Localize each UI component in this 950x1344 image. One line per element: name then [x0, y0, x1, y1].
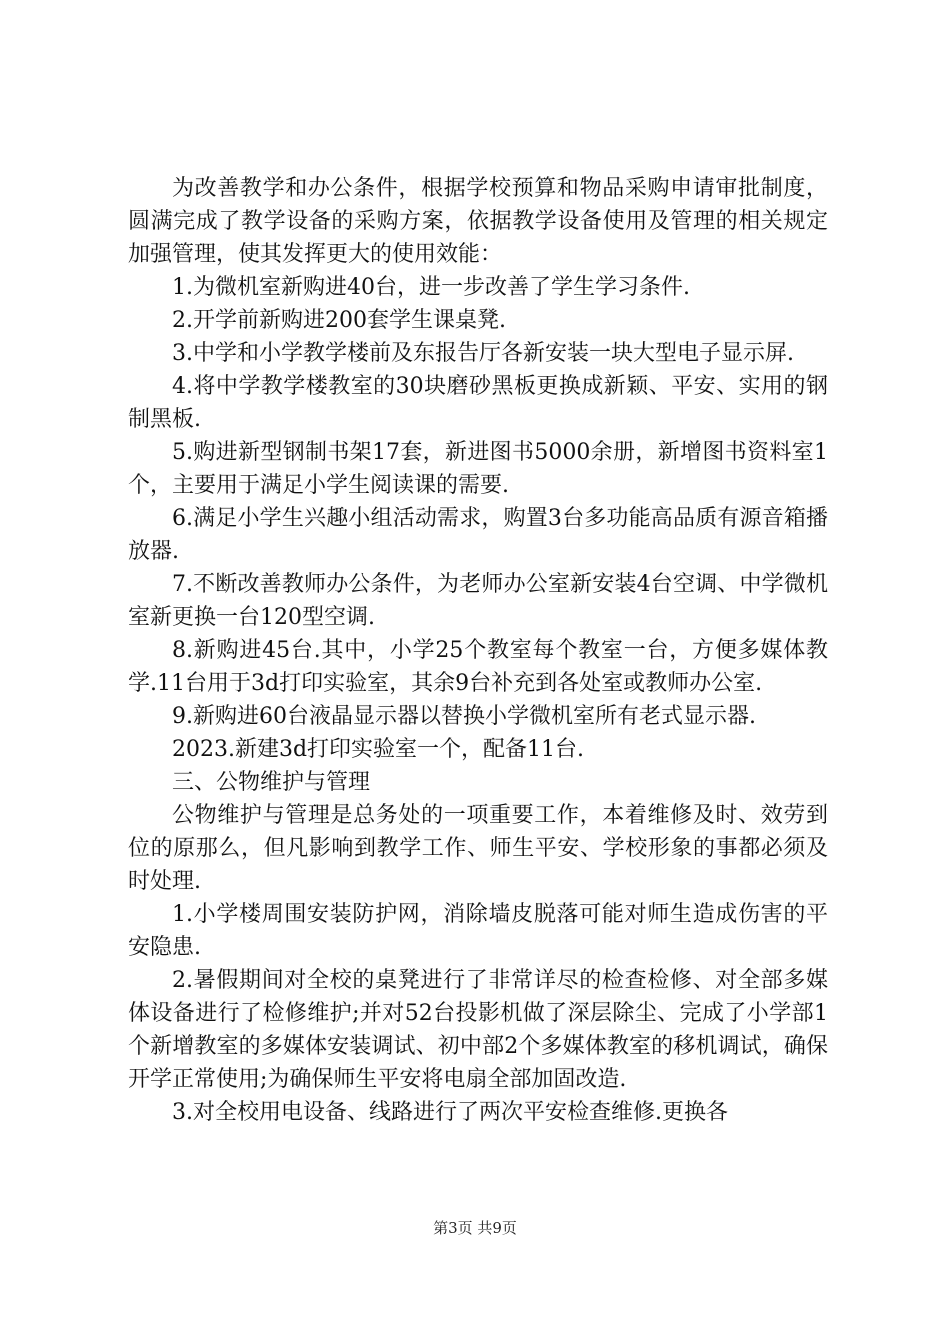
paragraph-item-3: 3.中学和小学教学楼前及东报告厅各新安装一块大型电子显示屏.	[172, 341, 794, 366]
paragraph-maintenance-1: 1.小学楼周围安装防护网，消除墙皮脱落可能对师生造成伤害的平安隐患.	[128, 902, 828, 960]
section-heading: 三、公物维护与管理	[172, 770, 371, 795]
paragraph-item-8: 8.新购进45台.其中，小学25个教室每个教室一台，方便多媒体教学.11台用于3d打印实验室，其余9台补充到各处室或教师办公室.	[128, 638, 828, 696]
paragraph-item-5: 5.购进新型钢制书架17套，新进图书5000余册，新增图书资料室1个，主要用于满足小学生阅读课的需要.	[128, 440, 828, 498]
paragraph-maintenance-2: 2.暑假期间对全校的桌凳进行了非常详尽的检查检修、对全部多媒体设备进行了检修维护;并对52台投影机做了深层除尘、完成了小学部1个新增教室的多媒体安装调试、初中部2个多媒体教室的移机调试，确保开学正常使用;为确保师生平安将电扇全部加固改造.	[128, 968, 828, 1092]
paragraph-item-2023: 2023.新建3d打印实验室一个，配备11台.	[172, 737, 585, 762]
paragraph-item-9: 9.新购进60台液晶显示器以替换小学微机室所有老式显示器.	[172, 704, 756, 729]
paragraph-item-7: 7.不断改善教师办公条件，为老师办公室新安装4台空调、中学微机室新更换一台120型空调.	[128, 572, 828, 630]
page-footer: 第3页 共9页	[433, 1219, 517, 1237]
paragraph-item-1: 1.为微机室新购进40台，进一步改善了学生学习条件.	[172, 275, 690, 300]
paragraph-item-4: 4.将中学教学楼教室的30块磨砂黑板更换成新颖、平安、实用的钢制黑板.	[128, 374, 828, 432]
document-body	[128, 172, 828, 1129]
paragraph-item-6: 6.满足小学生兴趣小组活动需求，购置3台多功能高品质有源音箱播放器.	[128, 506, 828, 564]
paragraph-item-2: 2.开学前新购进200套学生课桌凳.	[172, 308, 506, 333]
paragraph-maintenance-intro: 公物维护与管理是总务处的一项重要工作，本着维修及时、效劳到位的原那么，但凡影响到教学工作、师生平安、学校形象的事都必须及时处理.	[128, 803, 828, 894]
paragraph-maintenance-3: 3.对全校用电设备、线路进行了两次平安检查维修.更换各	[172, 1100, 728, 1125]
paragraph-intro: 为改善教学和办公条件，根据学校预算和物品采购申请审批制度，圆满完成了教学设备的采购方案，依据教学设备使用及管理的相关规定加强管理，使其发挥更大的使用效能：	[128, 176, 828, 267]
